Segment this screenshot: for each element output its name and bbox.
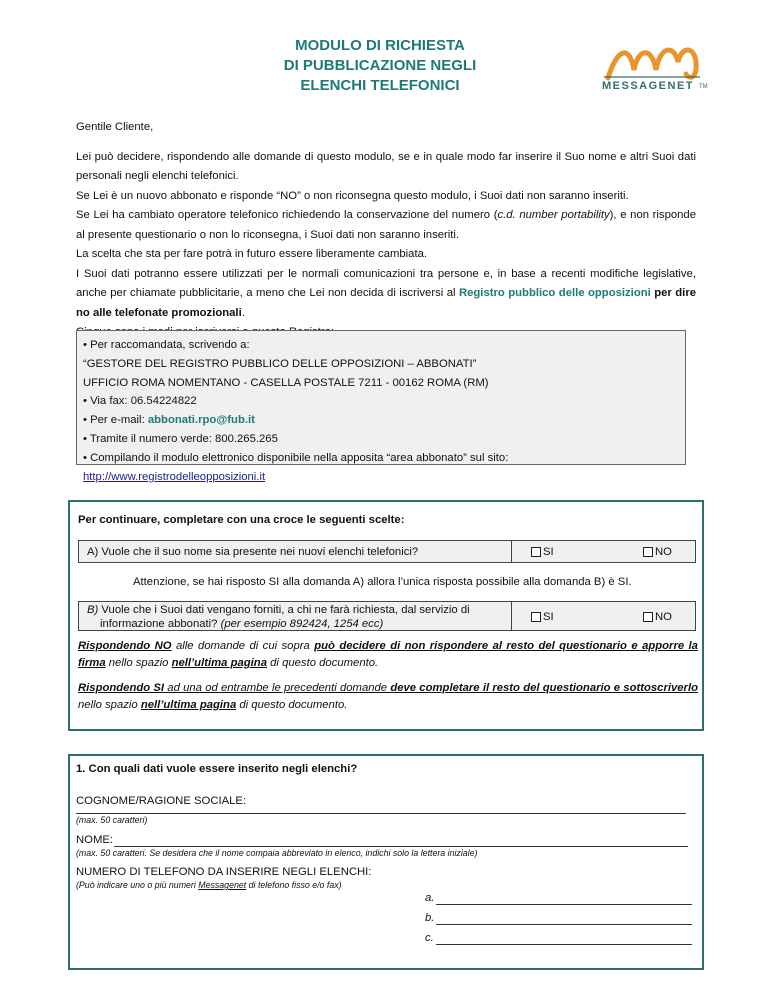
nome-label: NOME: (76, 834, 114, 846)
yes-label: SI (543, 611, 554, 623)
no-para-a: Rispondendo NO (78, 640, 172, 652)
phone-line-a[interactable] (436, 892, 692, 905)
cognome-label: COGNOME/RAGIONE SOCIALE: (76, 795, 247, 807)
p3-text-b: ), e non risponde al presente questionario o non lo riconsegna, i Suoi dati non saranno inseriti. (76, 209, 696, 241)
question-a-yes-option[interactable] (531, 546, 554, 558)
no-para-e: nell’ultima pagina (171, 657, 267, 669)
no-para-d: nello spazio (105, 657, 172, 669)
checkbox-icon[interactable] (643, 547, 653, 557)
method-web: • Compilando il modulo elettronico disponibile nella apposita “area abbonato” sul sito: (83, 451, 509, 464)
si-para-a: Rispondendo SI (78, 682, 165, 694)
question-b-box (78, 601, 696, 631)
title-line-2: DI PUBBLICAZIONE NEGLI (283, 57, 477, 74)
intro-paragraph-3 (76, 206, 696, 245)
intro-paragraph-1: Lei può decidere, rispondendo alle domande di questo modulo, se e in quale modo far inserire il Suo nome e altri Suoi dati personali negli elenchi telefonici. (76, 150, 696, 182)
intro-paragraph-2: Se Lei è un nuovo abbonato e risponde “NO” o non riconsegna questo modulo, i Suoi dati non saranno inseriti. (76, 189, 629, 202)
p3-italic: c.d. number portability (497, 209, 610, 221)
method-fax: • Via fax: 06.54224822 (83, 395, 197, 408)
page-title (230, 36, 530, 96)
address-line-1: “GESTORE DEL REGISTRO PUBBLICO DELLE OPPOSIZIONI – ABBONATI” (83, 357, 477, 370)
question-b-text (87, 603, 470, 631)
question-b-line-2: informazione abbonati? (100, 618, 221, 630)
phone-line-c-label: c. (425, 932, 434, 944)
p3-text-a: Se Lei ha cambiato operatore telefonico richiedendo la conservazione del numero ( (76, 209, 498, 221)
answer-si-instructions (78, 680, 698, 714)
phone-note-b: Messagenet (198, 880, 247, 890)
phone-line-a-label: a. (425, 892, 435, 904)
phone-line-b[interactable] (436, 912, 692, 925)
question-b-yes-option[interactable] (531, 611, 554, 623)
no-para-b: alle domande di cui sopra (171, 640, 315, 652)
nome-input-line[interactable] (114, 834, 688, 847)
logo-tm: TM (699, 84, 708, 90)
method-raccomandata: • Per raccomandata, scrivendo a: (83, 339, 250, 351)
method-phone: • Tramite il numero verde: 800.265.265 (83, 432, 278, 445)
choice-section-header: Per continuare, completare con una croce le seguenti scelte: (78, 514, 405, 526)
question-a-box (78, 540, 696, 563)
no-para-c: può decidere di non rispondere al resto del questionario e apporre la firma (78, 640, 698, 669)
email-label: • Per e-mail: (83, 414, 148, 427)
question-a-text: A) Vuole che il suo nome sia presente nei nuovi elenchi telefonici? (87, 546, 419, 558)
cognome-note: (max. 50 caratteri) (76, 815, 148, 825)
registry-url-link[interactable]: http://www.registrodelleopposizioni.it (83, 470, 266, 483)
checkbox-icon[interactable] (643, 612, 653, 622)
question-b-example: (per esempio 892424, 1254 ecc) (220, 618, 384, 630)
email-link[interactable]: abbonati.rpo@fub.it (147, 414, 255, 427)
address-line-2: UFFICIO ROMA NOMENTANO - CASELLA POSTALE 7211 - 00162 ROMA (RM) (83, 376, 489, 389)
answer-no-instructions (78, 638, 698, 672)
title-line-1: MODULO DI RICHIESTA (295, 37, 465, 54)
logo-text: MESSAGENET (602, 80, 695, 92)
phone-note-a: (Può indicare uno o più numeri (76, 880, 199, 890)
intro-paragraph-5 (76, 265, 696, 324)
question-b-no-option[interactable] (643, 611, 672, 623)
si-para-c: deve completare il resto del questionario e sottoscriverlo (390, 682, 698, 694)
p5-end: . (241, 306, 245, 319)
si-para-e: nell’ultima pagina (140, 699, 237, 711)
phone-note-c: di telefono fisso e/o fax) (246, 880, 342, 890)
phone-line-c[interactable] (436, 932, 692, 945)
checkbox-icon[interactable] (531, 612, 541, 622)
method-email (83, 411, 679, 430)
registration-methods-box (76, 330, 686, 483)
phone-line-b-label: b. (425, 912, 435, 924)
no-label: NO (655, 611, 672, 623)
registro-opposizioni-link: Registro pubblico delle opposizioni (458, 287, 651, 299)
yes-label: SI (543, 546, 554, 558)
intro-text (76, 118, 696, 343)
question-a-no-option[interactable] (643, 546, 672, 558)
data-section-header: 1. Con quali dati vuole essere inserito negli elenchi? (76, 763, 358, 775)
no-label: NO (655, 546, 672, 558)
si-para-d: nello spazio (78, 699, 141, 711)
phone-note (76, 880, 342, 890)
p5-text-a: I Suoi dati potranno essere utilizzati per le normali comunicazioni tra persone e, in base a recenti modifiche legislative, anche per chiamate pubblicitarie, a meno che Lei non decida di iscriversi al (76, 267, 696, 299)
attention-note: Attenzione, se hai risposto SI alla domanda A) allora l’unica risposta possibile alla domanda B) è SI. (133, 576, 632, 588)
si-para-f: di questo documento. (236, 699, 348, 711)
question-b-label: B) (87, 604, 99, 616)
intro-paragraph-4: La scelta che sta per fare potrà in futuro essere liberamente cambiata. (76, 248, 428, 260)
si-para-b: ad una od entrambe le precedenti domande (164, 682, 391, 694)
question-b-line-1: Vuole che i Suoi dati vengano forniti, a chi ne farà richiesta, dal servizio di (98, 604, 470, 616)
greeting: Gentile Cliente, (76, 121, 154, 133)
no-para-f: di questo documento. (267, 657, 379, 669)
title-line-3: ELENCHI TELEFONICI (300, 77, 460, 94)
checkbox-icon[interactable] (531, 547, 541, 557)
question-a-divider (511, 541, 512, 562)
nome-note: (max. 50 caratteri. Se desidera che il nome compaia abbreviato in elenco, indichi solo la lettera iniziale) (76, 848, 478, 858)
phone-label: NUMERO DI TELEFONO DA INSERIRE NEGLI ELENCHI: (76, 866, 372, 878)
cognome-input-line[interactable] (76, 799, 686, 814)
question-b-divider (511, 602, 512, 630)
p5-bold: per dire no alle telefonate promozionali (76, 287, 697, 319)
